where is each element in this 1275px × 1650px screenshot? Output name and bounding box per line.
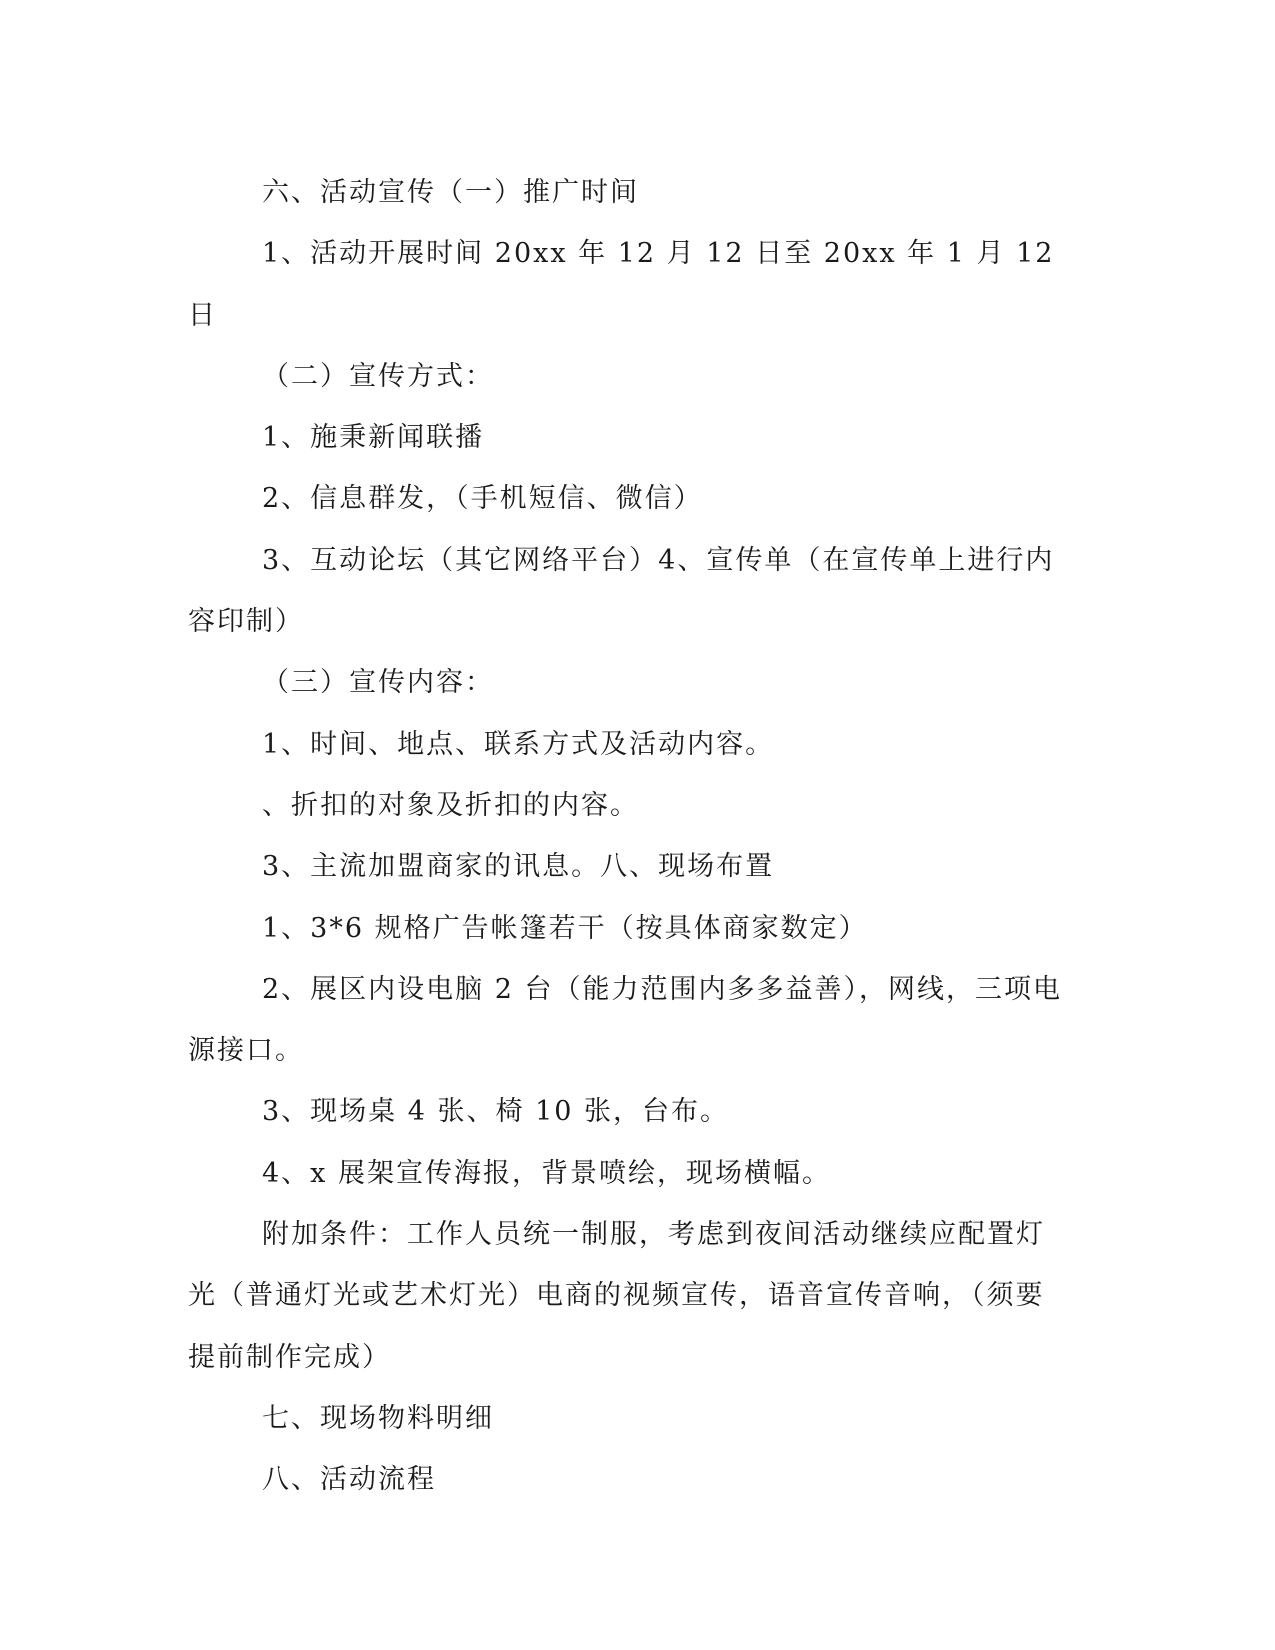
paragraph-discount-target: 、折扣的对象及折扣的内容。	[262, 789, 639, 821]
paragraph-tents: 1、3*6 规格广告帐篷若干（按具体商家数定）	[262, 912, 868, 944]
document-body	[188, 162, 1068, 1511]
paragraph-mass-messaging: 2、信息群发，（手机短信、微信）	[262, 483, 703, 515]
section-heading-process: 八、活动流程	[262, 1464, 436, 1496]
paragraph-news-broadcast: 1、施秉新闻联播	[262, 422, 485, 454]
paragraph-time-location: 1、时间、地点、联系方式及活动内容。	[262, 728, 775, 760]
subheading-promotion-methods: （二）宣传方式：	[262, 360, 494, 392]
section-heading-promotion: 六、活动宣传（一）推广时间	[262, 177, 639, 208]
paragraph-posters: 4、x 展架宣传海报，背景喷绘，现场横幅。	[262, 1157, 831, 1189]
section-heading-materials: 七、现场物料明细	[262, 1402, 494, 1434]
paragraph-additional-conditions: 附加条件：工作人员统一制服，考虑到夜间活动继续应配置灯光（普通灯光或艺术灯光）电商的视频宣传，语音宣传音响，（须要提前制作完成）	[188, 1219, 1045, 1373]
paragraph-activity-time: 1、活动开展时间 20xx 年 12 月 12 日至 20xx 年 1 月 12 日	[188, 238, 1055, 331]
paragraph-tables-chairs: 3、现场桌 4 张、椅 10 张，台布。	[262, 1096, 730, 1128]
subheading-promotion-content: （三）宣传内容：	[262, 667, 494, 699]
paragraph-merchant-info: 3、主流加盟商家的讯息。八、现场布置	[262, 851, 775, 883]
paragraph-computers: 2、展区内设电脑 2 台（能力范围内多多益善），网线，三项电源接口。	[188, 973, 1063, 1067]
paragraph-forum-and-flyers: 3、互动论坛（其它网络平台）4、宣传单（在宣传单上进行内容印制）	[188, 544, 1055, 638]
